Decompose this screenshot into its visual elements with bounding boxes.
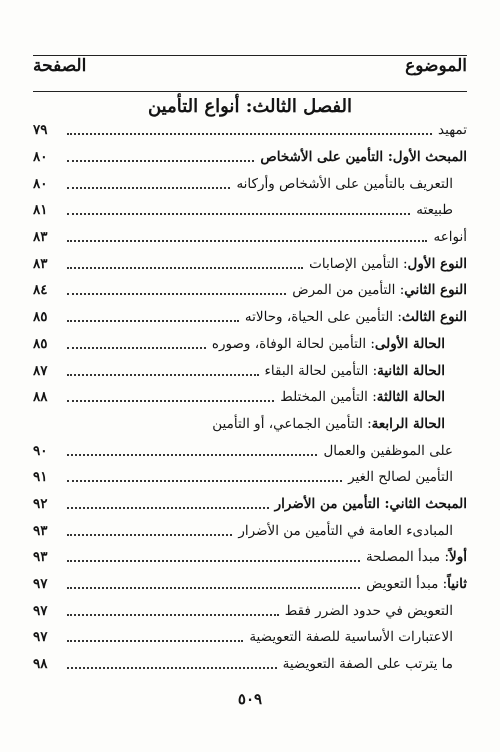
toc-entry-title [309,256,467,272]
page-number: ٥٠٩ [237,690,263,708]
toc-entry [33,357,467,384]
toc-entry-title [366,549,467,565]
toc-entry-title [280,389,445,405]
topic-column-heading: الموضوع [405,56,467,76]
toc-entry-page: ٩٠ [33,442,48,459]
toc-entry-page: ٨٧ [33,362,48,379]
toc-entry [33,144,467,171]
header-bottom-rule [33,91,467,92]
dot-leader [67,560,360,562]
toc-entry [33,170,467,197]
toc-entry-text: : التأمين على الحياة، وحالاته [244,309,402,326]
toc-entry-title [283,656,453,672]
toc-entry-bold-label: الحالة الرابعة [371,415,445,432]
toc-entry-text: الاعتبارات الأساسية للصفة التعويضية [249,629,453,646]
toc-entry [33,304,467,331]
toc-entry-title [212,336,445,352]
toc-entry-page: ٩٧ [33,602,48,619]
toc-entry-text: : التأمين الجماعي، أو التأمين [212,415,372,432]
toc-entry [33,224,467,251]
toc-entry-page: ٧٩ [33,122,48,139]
toc-entry-title [260,149,467,165]
toc-entry-bold-label: النوع الثالث [401,309,467,326]
toc-entry-text: : التأمين لحالة الوفاة، وصوره [211,335,375,352]
toc-entry [33,491,467,518]
toc-entry-title [212,416,445,432]
toc-entry-title [438,122,467,138]
toc-entry-text: المبادىء العامة في التأمين من الأضرار [238,522,453,539]
toc-entry-text: التعويض في حدود الضرر فقط [284,602,453,619]
toc-entry-page: ٨٣ [33,229,48,246]
dot-leader [67,614,279,616]
toc-entry-title [275,496,467,512]
toc-entry [33,117,467,144]
toc-entry-text: : مبدأ التعويض [366,576,448,593]
toc-entry [33,197,467,224]
toc-entry-page: ٩٣ [33,549,48,566]
toc-entry-title [433,229,467,245]
toc-entry-page: ٩٨ [33,656,48,673]
toc-entry-title [245,309,467,325]
toc-entry-bold-label: الحالة الثانية [377,362,445,379]
dot-leader [67,534,232,536]
toc-entry-text: التأمين لصالح الغير [348,469,453,486]
toc-entry [33,411,467,438]
toc-entry-text: : التأمين المختلط [280,389,377,406]
dot-leader [67,480,342,482]
toc-entry [33,384,467,411]
toc-entry-title [265,363,445,379]
toc-entry-title [348,469,453,485]
toc-entry-page: ٨٠ [33,175,48,192]
toc-entry-text: : التأمين لحالة البقاء [264,362,378,379]
toc-entry-title [292,282,467,298]
toc-entry-bold-label: الحالة الثالثة [376,389,445,406]
toc-entry [33,651,467,678]
dot-leader [67,667,277,669]
dot-leader [67,187,230,189]
toc-header [33,46,467,86]
toc-entry-page: ٩٧ [33,576,48,593]
toc-entry [33,544,467,571]
toc-entry-bold-label: المبحث الأول: التأمين على الأشخاص [260,149,467,166]
toc-entry-page: ٨٤ [33,282,48,299]
dot-leader [67,400,274,402]
toc-entry [33,571,467,598]
toc-entry-title [238,523,453,539]
toc-entry-title [285,603,453,619]
toc-entry-page: ٨٣ [33,255,48,272]
dot-leader [67,213,410,215]
toc-entry [33,517,467,544]
toc-entry-bold-label: النوع الثاني [404,282,467,299]
toc-entry [33,624,467,651]
dot-leader [67,320,239,322]
dot-leader [67,293,286,295]
toc-entry-page: ٨٠ [33,149,48,166]
toc-entry-text: التعريف بالتأمين على الأشخاص وأركانه [236,175,453,192]
toc-entry-text: طبيعته [416,202,453,219]
toc-entry [33,464,467,491]
toc-entry-title [236,176,453,192]
toc-entry-page: ٨١ [33,202,48,219]
toc-entry-page: ٩٢ [33,495,48,512]
toc-entry-title [249,629,453,645]
toc-entry [33,597,467,624]
dot-leader [67,160,254,162]
dot-leader [67,240,427,242]
toc-entry-title [323,443,453,459]
dot-leader [67,640,243,642]
toc-list [33,117,467,677]
toc-entry-page: ٨٥ [33,335,48,352]
toc-entry-page: ٨٥ [33,309,48,326]
toc-entry-bold-label: الحالة الأولى [374,335,445,352]
toc-entry-text: : التأمين من المرض [292,282,405,299]
toc-entry [33,250,467,277]
page-column-heading: الصفحة [33,56,87,76]
toc-entry-page: ٩١ [33,469,48,486]
toc-entry-text: أنواعه [433,229,467,246]
dot-leader [67,454,317,456]
toc-entry-bold-label: ثانياً [447,576,467,593]
dot-leader [67,347,206,349]
toc-entry-bold-label: النوع الأول [407,255,467,272]
toc-entry-title [366,576,467,592]
toc-entry [33,331,467,358]
toc-entry-page: ٨٨ [33,389,48,406]
toc-entry-text: : مبدأ المصلحة [365,549,450,566]
toc-entry-text: على الموظفين والعمال [323,442,453,459]
toc-entry [33,437,467,464]
dot-leader [67,374,259,376]
toc-entry-text: ما يترتب على الصفة التعويضية [282,656,453,673]
toc-entry [33,277,467,304]
toc-entry-text: تمهيد [438,122,467,139]
dot-leader [67,507,269,509]
toc-entry-bold-label: المبحث الثاني: التأمين من الأضرار [274,495,467,512]
toc-entry-title [416,202,453,218]
toc-entry-page: ٩٧ [33,629,48,646]
dot-leader [67,267,303,269]
chapter-title: الفصل الثالث: أنواع التأمين [147,96,353,117]
dot-leader [67,133,432,135]
dot-leader [67,587,360,589]
toc-entry-bold-label: أولاً [449,549,467,566]
toc-entry-page: ٩٣ [33,522,48,539]
toc-entry-text: : التأمين الإصابات [309,255,408,272]
